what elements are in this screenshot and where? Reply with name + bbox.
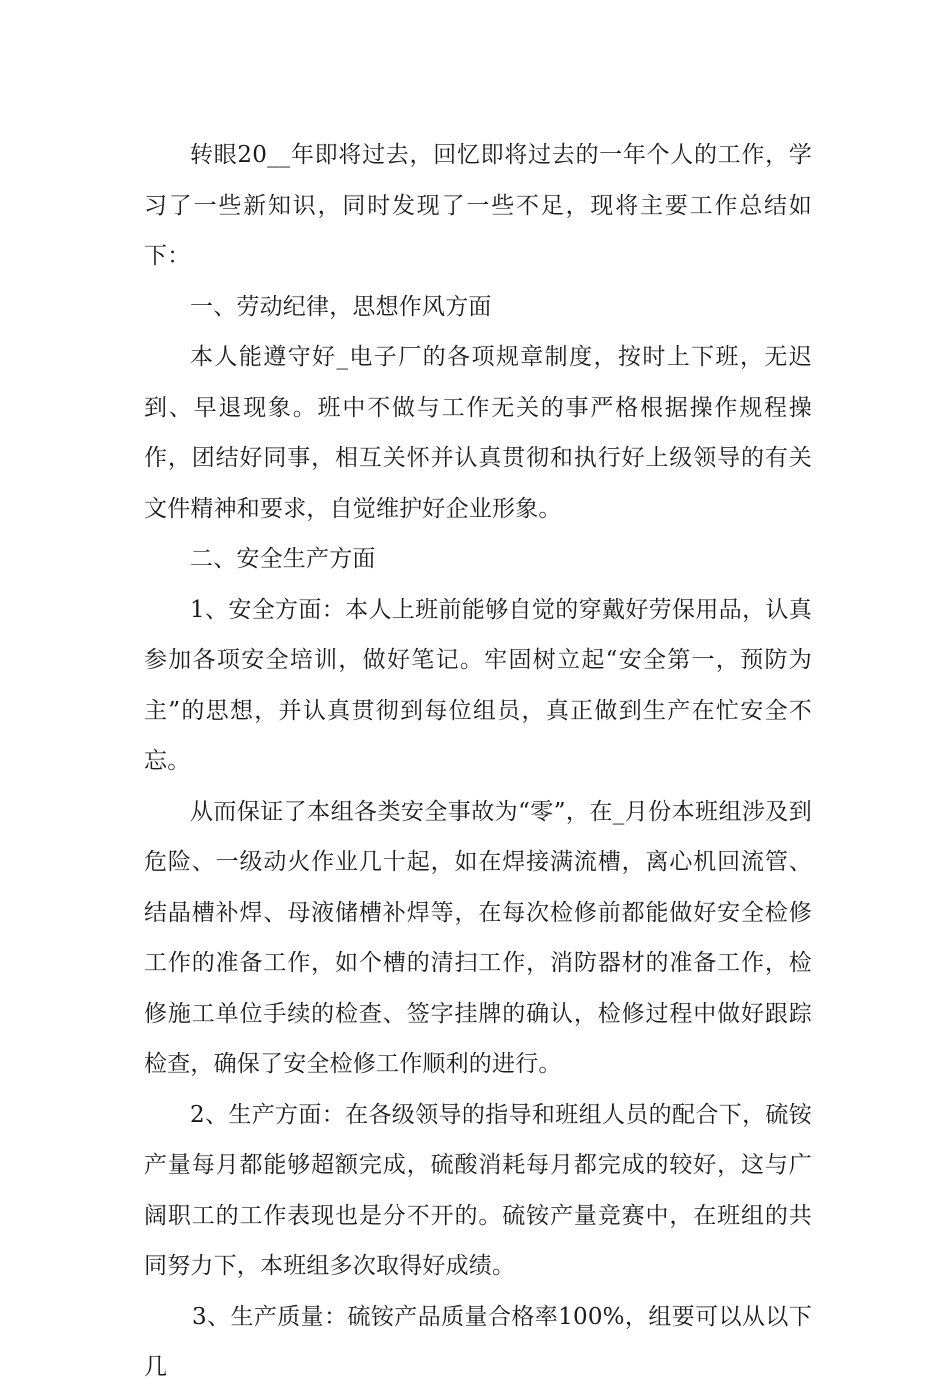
quality-paragraph: 3、生产质量：硫铵产品质量合格率100%，组要可以从以下几 xyxy=(144,1303,812,1380)
document-body xyxy=(144,130,812,1393)
section-heading-safety-production: 二、安全生产方面 xyxy=(190,546,376,572)
intro-paragraph: 转眼20__年即将过去，回忆即将过去的一年个人的工作，学习了一些新知识，同时发现了一些不足，现将主要工作总结如下： xyxy=(144,142,812,269)
safety-detail-paragraph: 从而保证了本组各类安全事故为“零”，在_月份本班组涉及到危险、一级动火作业几十起，如在焊接满流槽，离心机回流管、结晶槽补焊、母液储槽补焊等，在每次检修前都能做好安全检修工作的准备工作，如个槽的清扫工作，消防器材的准备工作，检修施工单位手续的检查、签字挂牌的确认，检修过程中做好跟踪检查，确保了安全检修工作顺利的进行。 xyxy=(144,798,812,1077)
safety-paragraph: 1、安全方面：本人上班前能够自觉的穿戴好劳保用品，认真参加各项安全培训，做好笔记。牢固树立起“安全第一，预防为主”的思想，并认真贯彻到每位组员，真正做到生产在忙安全不忘。 xyxy=(144,596,812,774)
section-heading-labor-discipline: 一、劳动纪律，思想作风方面 xyxy=(190,293,492,320)
production-paragraph: 2、生产方面：在各级领导的指导和班组人员的配合下，硫铵产量每月都能够超额完成，硫酸消耗每月都完成的较好，这与广阔职工的工作表现也是分不开的。硫铵产量竞赛中，在班组的共同努力下，本班组多次取得好成绩。 xyxy=(144,1101,812,1279)
labor-discipline-paragraph: 本人能遵守好_电子厂的各项规章制度，按时上下班，无迟到、早退现象。班中不做与工作无关的事严格根据操作规程操作，团结好同事，相互关怀并认真贯彻和执行好上级领导的有关文件精神和要求，自觉维护好企业形象。 xyxy=(144,344,812,522)
